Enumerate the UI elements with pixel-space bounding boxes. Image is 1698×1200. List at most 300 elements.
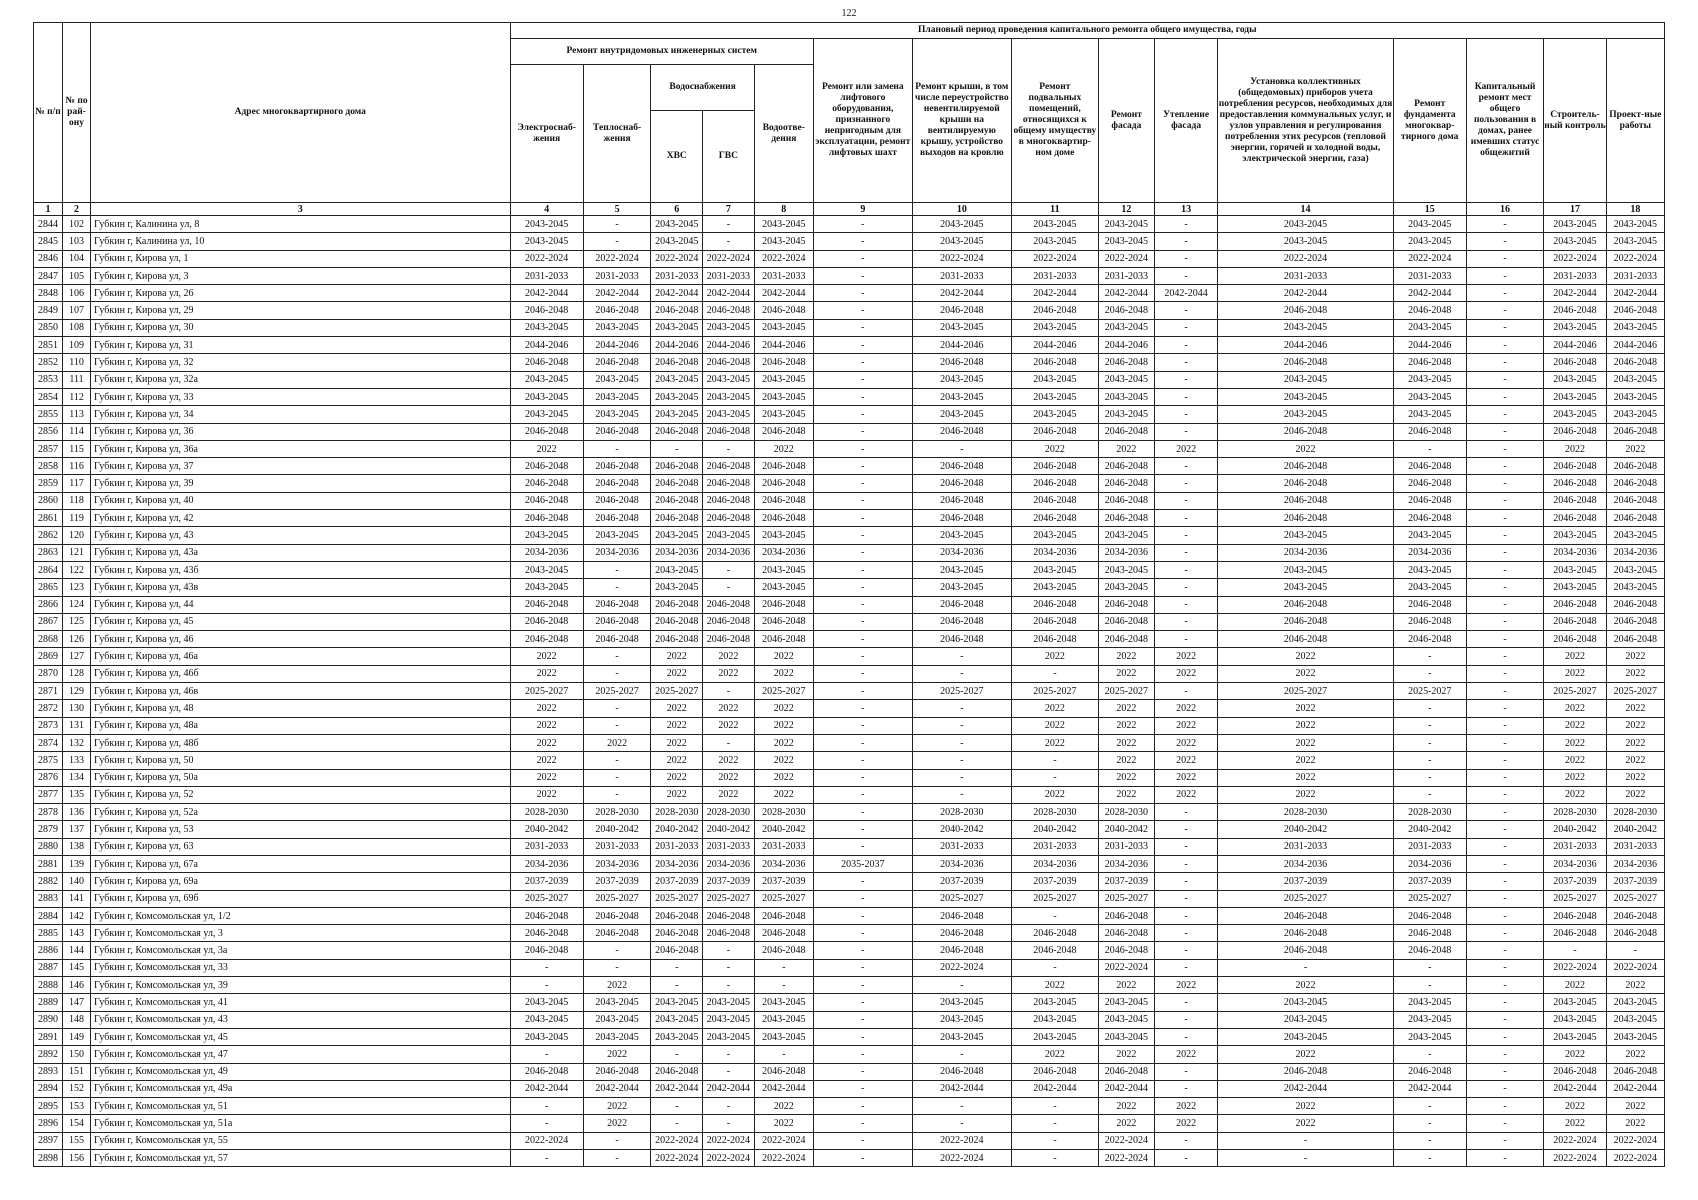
period-cell: 2046-2048: [1098, 423, 1154, 440]
capital-repair-schedule-table: [33, 22, 1665, 1167]
period-cell: 2043-2045: [1218, 579, 1393, 596]
period-cell: 2022: [510, 769, 583, 786]
district-number-cell: 113: [63, 406, 91, 423]
period-cell: -: [813, 544, 912, 561]
period-cell: 2022: [1606, 769, 1664, 786]
period-cell: 2044-2046: [703, 337, 755, 354]
period-cell: 2046-2048: [754, 302, 813, 319]
address-cell: Губкин г, Комсомольская ул, 49: [91, 1063, 511, 1080]
period-cell: -: [813, 579, 912, 596]
period-cell: 2022: [703, 648, 755, 665]
period-cell: -: [1466, 1098, 1543, 1115]
period-cell: 2043-2045: [1544, 233, 1606, 250]
period-cell: -: [912, 1046, 1011, 1063]
period-cell: 2043-2045: [1218, 1028, 1393, 1045]
period-cell: 2022: [703, 717, 755, 734]
district-number-cell: 151: [63, 1063, 91, 1080]
period-cell: 2046-2048: [1098, 613, 1154, 630]
period-cell: 2025-2027: [1218, 683, 1393, 700]
period-cell: -: [813, 752, 912, 769]
period-cell: 2043-2045: [1606, 388, 1664, 405]
period-cell: 2043-2045: [1544, 406, 1606, 423]
table-row: [34, 475, 1665, 492]
district-number-cell: 137: [63, 821, 91, 838]
period-cell: 2043-2045: [583, 1011, 651, 1028]
period-cell: 2046-2048: [703, 613, 755, 630]
period-cell: -: [1393, 977, 1466, 994]
period-cell: 2043-2045: [651, 1011, 703, 1028]
period-cell: 2025-2027: [1098, 890, 1154, 907]
period-cell: 2025-2027: [1393, 890, 1466, 907]
row-number-cell: 2858: [34, 458, 63, 475]
district-number-cell: 150: [63, 1046, 91, 1063]
period-cell: 2022: [1218, 717, 1393, 734]
period-cell: 2046-2048: [1544, 613, 1606, 630]
district-number-cell: 152: [63, 1080, 91, 1097]
period-cell: 2022: [583, 1046, 651, 1063]
period-cell: 2022: [754, 665, 813, 682]
period-cell: 2022-2024: [510, 250, 583, 267]
district-number-cell: 148: [63, 1011, 91, 1028]
address-cell: Губкин г, Комсомольская ул, 57: [91, 1150, 511, 1167]
period-cell: -: [1466, 440, 1543, 457]
period-cell: 2025-2027: [651, 683, 703, 700]
period-cell: 2034-2036: [703, 855, 755, 872]
period-cell: 2040-2042: [1098, 821, 1154, 838]
period-cell: 2043-2045: [754, 994, 813, 1011]
period-cell: -: [1393, 1046, 1466, 1063]
period-cell: 2046-2048: [1218, 925, 1393, 942]
period-cell: 2046-2048: [912, 1063, 1011, 1080]
period-cell: 2022-2024: [1606, 1132, 1664, 1149]
period-cell: 2046-2048: [1098, 354, 1154, 371]
period-cell: 2022-2024: [1606, 1150, 1664, 1167]
period-cell: 2022: [1544, 665, 1606, 682]
period-cell: 2042-2044: [1098, 285, 1154, 302]
period-cell: 2031-2033: [651, 838, 703, 855]
period-cell: 2046-2048: [1218, 1063, 1393, 1080]
period-cell: -: [1154, 907, 1217, 924]
period-cell: 2046-2048: [651, 631, 703, 648]
address-cell: Губкин г, Кирова ул, 45: [91, 613, 511, 630]
period-cell: -: [1154, 1080, 1217, 1097]
period-cell: 2034-2036: [1606, 855, 1664, 872]
period-cell: 2037-2039: [1544, 873, 1606, 890]
period-cell: -: [813, 354, 912, 371]
period-cell: 2043-2045: [1098, 579, 1154, 596]
period-cell: 2022: [1098, 717, 1154, 734]
period-cell: 2046-2048: [1606, 475, 1664, 492]
table-row: [34, 527, 1665, 544]
period-cell: -: [703, 683, 755, 700]
period-cell: 2022: [1544, 769, 1606, 786]
address-cell: Губкин г, Кирова ул, 50: [91, 752, 511, 769]
period-cell: -: [912, 717, 1011, 734]
period-cell: 2046-2048: [583, 613, 651, 630]
period-cell: 2046-2048: [651, 925, 703, 942]
period-cell: -: [1466, 1063, 1543, 1080]
address-cell: Губкин г, Комсомольская ул, 3: [91, 925, 511, 942]
period-cell: 2043-2045: [1218, 319, 1393, 336]
period-cell: -: [1466, 907, 1543, 924]
period-cell: -: [651, 1046, 703, 1063]
period-cell: 2043-2045: [1393, 406, 1466, 423]
period-cell: 2043-2045: [1544, 527, 1606, 544]
period-cell: 2022: [1154, 700, 1217, 717]
row-number-cell: 2853: [34, 371, 63, 388]
district-number-cell: 132: [63, 734, 91, 751]
period-cell: 2022-2024: [912, 1150, 1011, 1167]
period-cell: 2022-2024: [1098, 250, 1154, 267]
row-number-cell: 2888: [34, 977, 63, 994]
period-cell: 2043-2045: [1544, 371, 1606, 388]
address-cell: Губкин г, Комсомольская ул, 55: [91, 1132, 511, 1149]
period-cell: 2022-2024: [912, 1132, 1011, 1149]
district-number-cell: 139: [63, 855, 91, 872]
period-cell: 2043-2045: [754, 216, 813, 233]
header-drainage: Водоотве-дения: [754, 65, 813, 203]
period-cell: -: [813, 769, 912, 786]
period-cell: 2046-2048: [754, 354, 813, 371]
period-cell: -: [912, 648, 1011, 665]
period-cell: -: [813, 216, 912, 233]
period-cell: 2042-2044: [510, 1080, 583, 1097]
period-cell: 2043-2045: [1011, 216, 1098, 233]
period-cell: -: [1154, 1063, 1217, 1080]
period-cell: 2034-2036: [1011, 855, 1098, 872]
table-row: [34, 423, 1665, 440]
period-cell: 2043-2045: [912, 319, 1011, 336]
period-cell: 2043-2045: [912, 406, 1011, 423]
period-cell: 2043-2045: [703, 994, 755, 1011]
header-water-supply: Водоснабжения: [651, 65, 754, 111]
period-cell: 2037-2039: [1098, 873, 1154, 890]
period-cell: 2031-2033: [754, 838, 813, 855]
period-cell: -: [1393, 665, 1466, 682]
period-cell: 2031-2033: [1544, 267, 1606, 284]
period-cell: -: [813, 285, 912, 302]
period-cell: -: [1466, 631, 1543, 648]
address-cell: Губкин г, Кирова ул, 46в: [91, 683, 511, 700]
period-cell: 2043-2045: [1544, 1028, 1606, 1045]
period-cell: -: [1466, 1028, 1543, 1045]
period-cell: 2040-2042: [1544, 821, 1606, 838]
period-cell: 2022: [1154, 440, 1217, 457]
district-number-cell: 144: [63, 942, 91, 959]
period-cell: -: [583, 942, 651, 959]
period-cell: -: [1011, 1098, 1098, 1115]
period-cell: -: [813, 907, 912, 924]
period-cell: 2043-2045: [510, 319, 583, 336]
period-cell: 2022: [1218, 648, 1393, 665]
period-cell: -: [813, 527, 912, 544]
period-cell: -: [1154, 216, 1217, 233]
period-cell: 2043-2045: [1098, 1011, 1154, 1028]
table-row: [34, 665, 1665, 682]
period-cell: -: [1466, 769, 1543, 786]
period-cell: 2043-2045: [1544, 994, 1606, 1011]
period-cell: 2042-2044: [754, 1080, 813, 1097]
header-meters-installation: Установка коллективных (общедомовых) приборов учета потребления ресурсов, необходимых для предоставления коммунальных услуг, и узлов управления и регулирования потребления этих ресурсов (тепловой энергии, горячей и холодной воды, электрической энергии, газа): [1218, 39, 1393, 203]
row-number-cell: 2882: [34, 873, 63, 890]
district-number-cell: 109: [63, 337, 91, 354]
row-number-cell: 2848: [34, 285, 63, 302]
period-cell: -: [813, 942, 912, 959]
period-cell: 2043-2045: [1098, 1028, 1154, 1045]
period-cell: 2028-2030: [1606, 804, 1664, 821]
period-cell: 2025-2027: [583, 890, 651, 907]
period-cell: -: [1154, 527, 1217, 544]
period-cell: 2025-2027: [754, 683, 813, 700]
district-number-cell: 116: [63, 458, 91, 475]
row-number-cell: 2846: [34, 250, 63, 267]
period-cell: 2043-2045: [1544, 561, 1606, 578]
column-number: 6: [651, 203, 703, 216]
period-cell: 2034-2036: [1544, 544, 1606, 561]
period-cell: 2046-2048: [1218, 354, 1393, 371]
column-number: 18: [1606, 203, 1664, 216]
table-row: [34, 285, 1665, 302]
period-cell: 2046-2048: [651, 510, 703, 527]
row-number-cell: 2884: [34, 907, 63, 924]
period-cell: -: [813, 734, 912, 751]
period-cell: 2043-2045: [703, 406, 755, 423]
period-cell: -: [813, 821, 912, 838]
period-cell: -: [1466, 890, 1543, 907]
district-number-cell: 155: [63, 1132, 91, 1149]
table-row: [34, 786, 1665, 803]
period-cell: 2046-2048: [651, 423, 703, 440]
period-cell: 2022: [1098, 440, 1154, 457]
period-cell: 2046-2048: [510, 613, 583, 630]
period-cell: 2046-2048: [510, 925, 583, 942]
period-cell: 2046-2048: [1606, 423, 1664, 440]
period-cell: 2043-2045: [1218, 561, 1393, 578]
period-cell: -: [813, 648, 912, 665]
period-cell: 2031-2033: [1098, 838, 1154, 855]
period-cell: -: [1466, 319, 1543, 336]
page-number: 122: [841, 8, 857, 19]
period-cell: -: [583, 769, 651, 786]
period-cell: -: [813, 371, 912, 388]
period-cell: 2046-2048: [912, 613, 1011, 630]
table-row: [34, 1080, 1665, 1097]
period-cell: -: [813, 458, 912, 475]
period-cell: 2046-2048: [1606, 1063, 1664, 1080]
period-cell: 2046-2048: [912, 925, 1011, 942]
period-cell: 2046-2048: [1606, 510, 1664, 527]
period-cell: 2046-2048: [754, 596, 813, 613]
period-cell: 2022: [1154, 734, 1217, 751]
period-cell: 2022: [1011, 717, 1098, 734]
period-cell: 2046-2048: [912, 302, 1011, 319]
period-cell: 2025-2027: [754, 890, 813, 907]
period-cell: -: [1011, 665, 1098, 682]
row-number-cell: 2855: [34, 406, 63, 423]
period-cell: 2044-2046: [912, 337, 1011, 354]
period-cell: 2022: [754, 769, 813, 786]
period-cell: 2034-2036: [912, 855, 1011, 872]
period-cell: 2022: [1098, 700, 1154, 717]
period-cell: 2031-2033: [912, 838, 1011, 855]
period-cell: -: [1154, 492, 1217, 509]
period-cell: -: [1466, 665, 1543, 682]
period-cell: -: [813, 1011, 912, 1028]
period-cell: 2043-2045: [1393, 1028, 1466, 1045]
period-cell: -: [1154, 994, 1217, 1011]
period-cell: -: [1393, 440, 1466, 457]
period-cell: 2031-2033: [1544, 838, 1606, 855]
period-cell: 2046-2048: [703, 925, 755, 942]
period-cell: 2022: [1218, 440, 1393, 457]
period-cell: -: [813, 561, 912, 578]
period-cell: 2042-2044: [1393, 285, 1466, 302]
period-cell: 2043-2045: [510, 388, 583, 405]
period-cell: 2022: [1544, 648, 1606, 665]
address-cell: Губкин г, Кирова ул, 26: [91, 285, 511, 302]
period-cell: -: [1393, 769, 1466, 786]
period-cell: -: [1154, 406, 1217, 423]
row-number-cell: 2870: [34, 665, 63, 682]
period-cell: 2046-2048: [651, 492, 703, 509]
period-cell: 2046-2048: [510, 475, 583, 492]
table-row: [34, 838, 1665, 855]
period-cell: 2040-2042: [583, 821, 651, 838]
period-cell: 2046-2048: [1544, 302, 1606, 319]
period-cell: 2022-2024: [1544, 1132, 1606, 1149]
period-cell: 2043-2045: [754, 388, 813, 405]
period-cell: 2044-2046: [1011, 337, 1098, 354]
period-cell: 2022: [583, 1098, 651, 1115]
period-cell: -: [1466, 475, 1543, 492]
district-number-cell: 147: [63, 994, 91, 1011]
period-cell: 2046-2048: [1544, 475, 1606, 492]
period-cell: 2031-2033: [510, 267, 583, 284]
address-cell: Губкин г, Кирова ул, 29: [91, 302, 511, 319]
period-cell: 2028-2030: [703, 804, 755, 821]
row-number-cell: 2892: [34, 1046, 63, 1063]
period-cell: 2034-2036: [1544, 855, 1606, 872]
row-number-cell: 2881: [34, 855, 63, 872]
period-cell: 2043-2045: [651, 1028, 703, 1045]
period-cell: -: [813, 1132, 912, 1149]
period-cell: 2040-2042: [1606, 821, 1664, 838]
table-row: [34, 440, 1665, 457]
period-cell: 2034-2036: [583, 855, 651, 872]
period-cell: 2042-2044: [912, 1080, 1011, 1097]
period-cell: 2025-2027: [651, 890, 703, 907]
period-cell: 2022: [1606, 440, 1664, 457]
row-number-cell: 2854: [34, 388, 63, 405]
period-cell: 2028-2030: [583, 804, 651, 821]
district-number-cell: 129: [63, 683, 91, 700]
header-heat-supply: Теплоснаб-жения: [583, 65, 651, 203]
period-cell: 2043-2045: [583, 371, 651, 388]
period-cell: 2034-2036: [651, 544, 703, 561]
period-cell: -: [813, 302, 912, 319]
period-cell: -: [1466, 613, 1543, 630]
period-cell: -: [1466, 267, 1543, 284]
period-cell: 2022: [1154, 977, 1217, 994]
period-cell: -: [583, 579, 651, 596]
period-cell: 2025-2027: [1606, 683, 1664, 700]
period-cell: 2044-2046: [510, 337, 583, 354]
period-cell: 2022: [1098, 1046, 1154, 1063]
period-cell: -: [813, 631, 912, 648]
period-cell: 2025-2027: [1011, 683, 1098, 700]
district-number-cell: 103: [63, 233, 91, 250]
period-cell: 2046-2048: [1098, 942, 1154, 959]
period-cell: 2043-2045: [912, 371, 1011, 388]
period-cell: 2046-2048: [583, 423, 651, 440]
period-cell: 2043-2045: [1011, 561, 1098, 578]
district-number-cell: 141: [63, 890, 91, 907]
period-cell: 2044-2046: [583, 337, 651, 354]
period-cell: 2031-2033: [912, 267, 1011, 284]
period-cell: 2046-2048: [912, 492, 1011, 509]
period-cell: 2042-2044: [583, 1080, 651, 1097]
period-cell: 2046-2048: [583, 907, 651, 924]
period-cell: 2043-2045: [1098, 233, 1154, 250]
address-cell: Губкин г, Кирова ул, 46: [91, 631, 511, 648]
period-cell: 2022: [583, 1115, 651, 1132]
period-cell: 2043-2045: [1218, 994, 1393, 1011]
period-cell: 2043-2045: [754, 579, 813, 596]
period-cell: -: [1466, 942, 1543, 959]
period-cell: -: [813, 717, 912, 734]
period-cell: -: [583, 665, 651, 682]
period-cell: -: [1393, 959, 1466, 976]
period-cell: 2046-2048: [583, 596, 651, 613]
period-cell: -: [1218, 1150, 1393, 1167]
period-cell: 2025-2027: [1098, 683, 1154, 700]
address-cell: Губкин г, Кирова ул, 43б: [91, 561, 511, 578]
period-cell: 2025-2027: [1218, 890, 1393, 907]
period-cell: 2043-2045: [1606, 994, 1664, 1011]
row-number-cell: 2857: [34, 440, 63, 457]
period-cell: -: [912, 977, 1011, 994]
period-cell: 2022-2024: [1393, 250, 1466, 267]
period-cell: 2046-2048: [1011, 475, 1098, 492]
period-cell: 2022-2024: [651, 1150, 703, 1167]
address-cell: Губкин г, Комсомольская ул, 51а: [91, 1115, 511, 1132]
period-cell: 2040-2042: [754, 821, 813, 838]
row-number-cell: 2875: [34, 752, 63, 769]
period-cell: -: [1466, 1011, 1543, 1028]
period-cell: 2031-2033: [1393, 267, 1466, 284]
period-cell: 2035-2037: [813, 855, 912, 872]
period-cell: 2046-2048: [510, 907, 583, 924]
period-cell: 2043-2045: [1218, 1011, 1393, 1028]
district-number-cell: 145: [63, 959, 91, 976]
period-cell: -: [813, 977, 912, 994]
period-cell: -: [813, 440, 912, 457]
period-cell: 2022: [1218, 734, 1393, 751]
district-number-cell: 106: [63, 285, 91, 302]
period-cell: 2043-2045: [583, 994, 651, 1011]
period-cell: 2042-2044: [651, 1080, 703, 1097]
period-cell: 2043-2045: [651, 233, 703, 250]
address-cell: Губкин г, Кирова ул, 32а: [91, 371, 511, 388]
period-cell: 2046-2048: [703, 492, 755, 509]
district-number-cell: 114: [63, 423, 91, 440]
period-cell: -: [813, 838, 912, 855]
row-number-cell: 2897: [34, 1132, 63, 1149]
period-cell: 2022: [1606, 700, 1664, 717]
period-cell: -: [813, 423, 912, 440]
period-cell: 2046-2048: [651, 596, 703, 613]
period-cell: 2022: [1606, 1115, 1664, 1132]
